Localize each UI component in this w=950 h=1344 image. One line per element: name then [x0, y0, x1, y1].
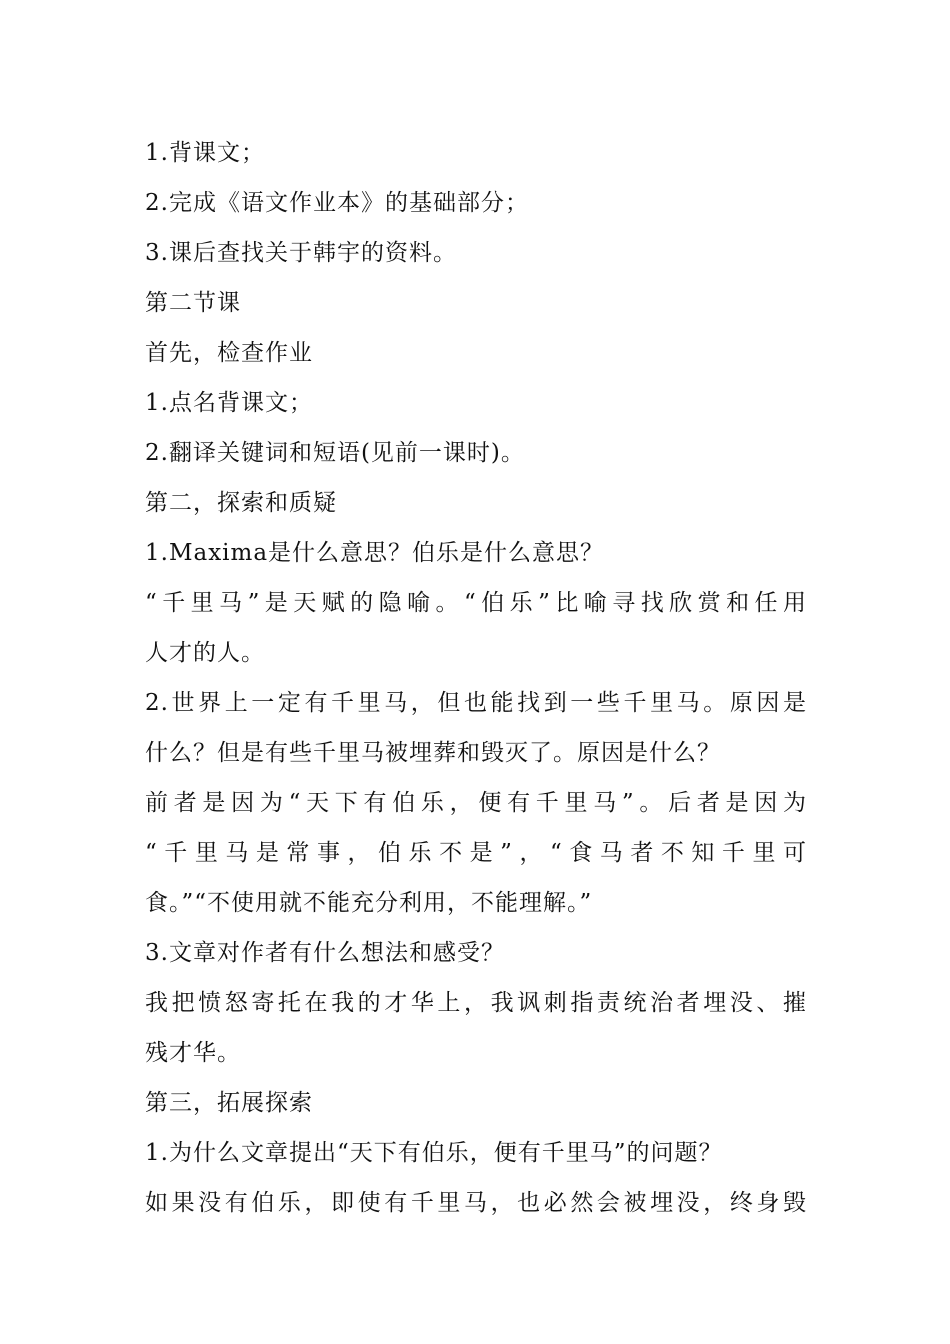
text-line: 1.点名背课文； [145, 390, 313, 416]
answer-line: “千里马是常事，伯乐不是”，“食马者不知千里可 [145, 840, 807, 866]
section-heading: 第三，拓展探索 [145, 1090, 313, 1116]
answer-line: 如果没有伯乐，即使有千里马，也必然会被埋没，终身毁 [145, 1190, 807, 1216]
text-line: 1.背课文； [145, 140, 265, 166]
text-line: 3.课后查找关于韩宇的资料。 [145, 240, 457, 266]
answer-line: 残才华。 [145, 1040, 241, 1066]
text-line: 2.完成《语文作业本》的基础部分； [145, 190, 529, 216]
answer-line: 前者是因为“天下有伯乐，便有千里马”。后者是因为 [145, 790, 807, 816]
question-line: 什么？但是有些千里马被埋葬和毁灭了。原因是什么？ [145, 740, 721, 766]
question-line: 3.文章对作者有什么想法和感受？ [145, 940, 505, 966]
question-line: 1.Maxima是什么意思？伯乐是什么意思？ [145, 540, 605, 566]
section-heading: 第二节课 [145, 290, 241, 316]
section-heading: 首先，检查作业 [145, 340, 313, 366]
document-body [145, 128, 807, 1228]
answer-line: 我把愤怒寄托在我的才华上，我讽刺指责统治者埋没、摧 [145, 990, 807, 1016]
answer-line: “千里马”是天赋的隐喻。“伯乐”比喻寻找欣赏和任用 [145, 590, 807, 616]
section-heading: 第二，探索和质疑 [145, 490, 337, 516]
answer-line: 食。”“不使用就不能充分利用，不能理解。” [145, 890, 593, 916]
question-line: 2.世界上一定有千里马，但也能找到一些千里马。原因是 [145, 690, 807, 716]
answer-line: 人才的人。 [145, 640, 265, 666]
question-line: 1.为什么文章提出“天下有伯乐，便有千里马”的问题？ [145, 1140, 723, 1166]
text-line: 2.翻译关键词和短语(见前一课时)。 [145, 440, 525, 466]
